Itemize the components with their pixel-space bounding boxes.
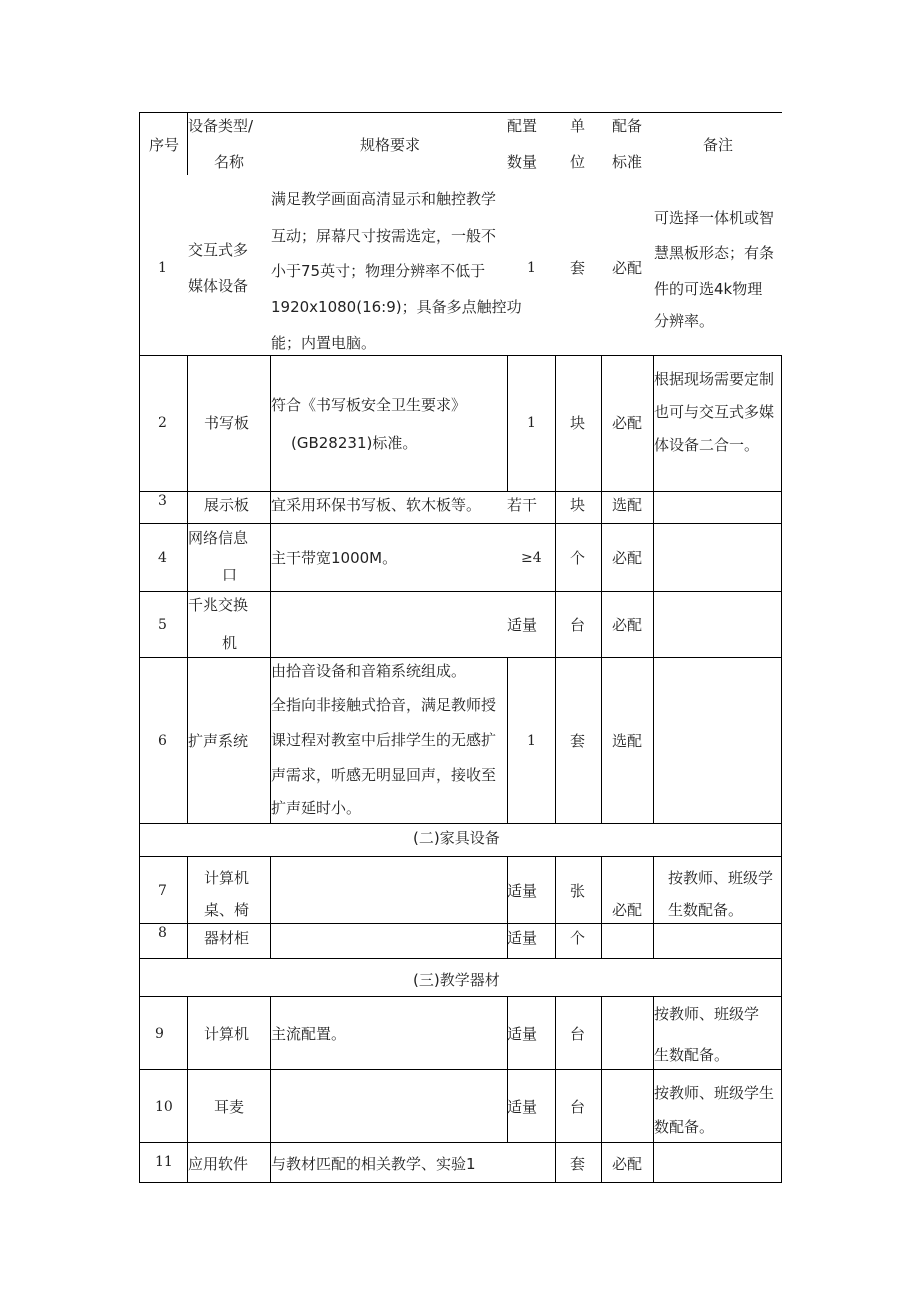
row2-spec-line2: (GB28231)标准。 — [291, 434, 418, 452]
row6-name: 扩声系统 — [188, 732, 249, 750]
row3-qty: 若干 — [507, 496, 538, 514]
row6-spec-line3: 课过程对教室中后排学生的无感扩 — [271, 731, 497, 749]
table-rule — [139, 856, 782, 857]
row10-unit: 台 — [570, 1098, 586, 1116]
row5-name-line1: 千兆交换 — [188, 596, 249, 614]
row2-note-line3: 体设备二合一。 — [654, 436, 760, 454]
table-rule — [555, 996, 556, 1183]
row10-name: 耳麦 — [214, 1098, 245, 1116]
row7-unit: 张 — [570, 882, 586, 900]
row4-seq: 4 — [158, 550, 167, 566]
row1-std: 必配 — [612, 259, 643, 277]
row1-spec-line1: 满足教学画面高清显示和触控教学 — [271, 190, 497, 208]
header-std-line1: 配备 — [612, 117, 643, 135]
row11-name: 应用软件 — [188, 1155, 249, 1173]
row1-qty: 1 — [527, 260, 536, 276]
header-note: 备注 — [703, 136, 734, 154]
table-rule — [139, 591, 782, 592]
row1-spec-line3: 小于75英寸；物理分辨率不低于 — [271, 262, 486, 280]
table-rule — [139, 823, 782, 824]
table-rule — [653, 355, 654, 823]
row10-qty: 适量 — [507, 1098, 538, 1116]
row9-name: 计算机 — [204, 1025, 250, 1043]
table-rule — [139, 355, 782, 356]
table-rule — [187, 856, 188, 958]
row3-unit: 块 — [570, 496, 586, 514]
row4-spec: 主干带宽1000M。 — [271, 549, 398, 567]
table-rule — [139, 958, 782, 959]
row3-name: 展示板 — [204, 496, 250, 514]
section-furniture-title: (二)家具设备 — [413, 829, 500, 847]
row1-note-line2: 慧黑板形态；有条 — [654, 244, 775, 262]
row2-note-line2: 也可与交互式多媒 — [654, 403, 775, 421]
table-rule — [507, 355, 508, 491]
row9-note-line2: 生数配备。 — [654, 1046, 730, 1064]
row5-unit: 台 — [570, 616, 586, 634]
row1-spec-line4: 1920x1080(16:9)；具备多点触控功 — [271, 298, 522, 316]
header-qty-line2: 数量 — [507, 153, 538, 171]
row11-unit: 套 — [570, 1155, 586, 1173]
row9-seq: 9 — [155, 1026, 164, 1042]
row1-seq: 1 — [158, 260, 167, 276]
row10-note-line1: 按教师、班级学生 — [654, 1084, 775, 1102]
row3-seq: 3 — [158, 493, 167, 509]
row6-spec-line1: 由拾音设备和音箱系统组成。 — [271, 662, 467, 680]
row11-spec: 与教材匹配的相关教学、实验1 — [271, 1155, 476, 1173]
header-type-line2: 名称 — [214, 153, 245, 171]
table-rule — [555, 856, 556, 958]
header-type-line1: 设备类型/ — [188, 117, 254, 135]
row6-spec-line2: 全指向非接触式拾音，满足教师授 — [271, 696, 497, 714]
row8-unit: 个 — [570, 929, 586, 947]
table-rule — [139, 523, 782, 524]
row1-name-line2: 媒体设备 — [188, 277, 249, 295]
table-rule — [507, 657, 508, 823]
row5-std: 必配 — [612, 616, 643, 634]
table-rule — [139, 657, 782, 658]
row4-qty: ≥4 — [521, 550, 542, 566]
header-std-line2: 标准 — [612, 153, 643, 171]
row2-name: 书写板 — [204, 414, 250, 432]
table-rule — [139, 491, 782, 492]
row5-seq: 5 — [158, 617, 167, 633]
header-qty-line1: 配置 — [507, 117, 538, 135]
table-rule — [653, 856, 654, 958]
row1-spec-line2: 互动；屏幕尺寸按需选定，一般不 — [271, 227, 497, 245]
table-rule — [139, 1182, 782, 1183]
row7-name-line1: 计算机 — [204, 869, 250, 887]
row2-spec-line1: 符合《书写板安全卫生要求》 — [271, 396, 467, 414]
row2-std: 必配 — [612, 414, 643, 432]
row4-name-line1: 网络信息 — [188, 529, 249, 547]
row10-seq: 10 — [155, 1099, 173, 1115]
row3-std: 选配 — [612, 496, 643, 514]
row8-name: 器材柜 — [204, 929, 250, 947]
row3-spec: 宜采用环保书写板、软木板等。 — [271, 496, 482, 514]
row11-seq: 11 — [155, 1154, 173, 1170]
header-seq: 序号 — [149, 136, 180, 154]
row9-10-spec: 主流配置。 — [271, 1025, 347, 1043]
row7-name-line2: 桌、椅 — [204, 901, 250, 919]
table-rule — [139, 1142, 782, 1143]
row2-unit: 块 — [570, 414, 586, 432]
table-rule — [555, 355, 556, 823]
table-rule — [139, 1069, 782, 1070]
row5-name-line2: 机 — [222, 634, 238, 652]
row1-note-line1: 可选择一体机或智 — [654, 209, 775, 227]
row9-note-line1: 按教师、班级学 — [654, 1005, 760, 1023]
table-rule — [601, 856, 602, 958]
row8-seq: 8 — [158, 925, 167, 941]
row8-qty: 适量 — [507, 929, 538, 947]
row4-std: 必配 — [612, 549, 643, 567]
header-spec: 规格要求 — [360, 136, 421, 154]
header-unit-line2: 位 — [570, 153, 586, 171]
row7-note-line2: 生数配备。 — [668, 901, 744, 919]
header-unit-line1: 单 — [570, 117, 586, 135]
row4-name-line2: 口 — [222, 566, 238, 584]
row10-note-line2: 数配备。 — [654, 1118, 715, 1136]
row1-note-line3: 件的可选4k物理 — [654, 280, 763, 298]
row11-std: 必配 — [612, 1155, 643, 1173]
table-rule — [139, 996, 782, 997]
table-rule — [270, 856, 271, 958]
row1-name-line1: 交互式多 — [188, 241, 249, 259]
row6-seq: 6 — [158, 733, 167, 749]
row9-unit: 台 — [570, 1025, 586, 1043]
table-rule — [601, 996, 602, 1183]
row7-8-std: 必配 — [612, 901, 643, 919]
table-rule — [601, 355, 602, 823]
row1-unit: 套 — [570, 259, 586, 277]
table-rule — [270, 355, 271, 823]
row6-unit: 套 — [570, 732, 586, 750]
table-rule — [139, 923, 782, 924]
row2-seq: 2 — [158, 415, 167, 431]
table-rule — [781, 355, 782, 1183]
row6-std: 选配 — [612, 732, 643, 750]
table-rule — [139, 112, 140, 1183]
row9-qty: 适量 — [507, 1025, 538, 1043]
row7-note-line1: 按教师、班级学 — [668, 869, 774, 887]
row1-note-line4: 分辨率。 — [654, 312, 715, 330]
table-rule — [507, 996, 508, 1142]
row6-spec-line5: 扩声延时小。 — [271, 799, 362, 817]
row1-spec-line5: 能；内置电脑。 — [271, 334, 377, 352]
row7-qty: 适量 — [507, 882, 538, 900]
row2-note-line1: 根据现场需要定制 — [654, 370, 775, 388]
table-rule — [187, 355, 188, 823]
section-teaching-title: (三)教学器材 — [413, 971, 500, 989]
row2-qty: 1 — [527, 415, 536, 431]
row6-qty: 1 — [527, 733, 536, 749]
table-rule — [139, 112, 782, 113]
row6-spec-line4: 声需求，听感无明显回声，接收至 — [271, 766, 497, 784]
row5-qty: 适量 — [507, 616, 538, 634]
row7-seq: 7 — [158, 883, 167, 899]
row4-unit: 个 — [570, 549, 586, 567]
